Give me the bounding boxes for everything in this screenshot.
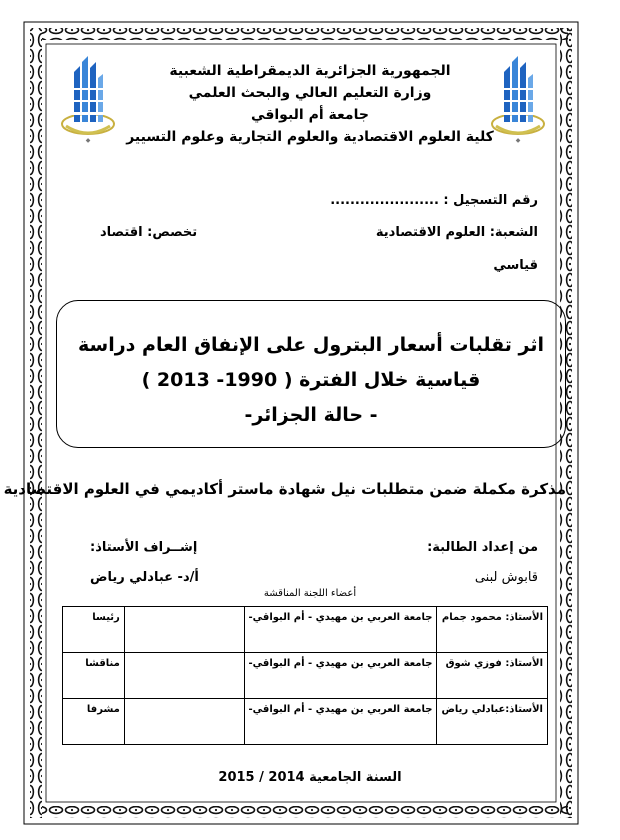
jury-member-university: جامعة العربي بن مهيدي - أم البواقي-: [244, 699, 437, 745]
jury-title: أعضاء اللجنة المناقشة: [263, 588, 357, 599]
academic-year: السنة الجامعية 2014 / 2015: [218, 770, 402, 785]
jury-empty-cell: [124, 699, 244, 745]
prepared-by-label: من إعداد الطالبة:: [427, 540, 538, 555]
supervisor-label: إشــراف الأستاذ:: [90, 540, 198, 555]
jury-member-role: مناقشا: [63, 653, 125, 699]
ministry-name: وزارة التعليم العالي والبحث العلمي: [188, 85, 432, 101]
jury-empty-cell: [124, 653, 244, 699]
table-row: [63, 653, 548, 699]
registration-number: رقم التسجيل : ......................: [330, 193, 538, 208]
table-row: [63, 699, 548, 745]
jury-member-university: جامعة العربي بن مهيدي - أم البواقي-: [244, 607, 437, 653]
jury-table: [62, 606, 548, 745]
thesis-title-line-3: - حالة الجزائر-: [244, 404, 378, 426]
jury-empty-cell: [124, 607, 244, 653]
jury-member-university: جامعة العربي بن مهيدي - أم البواقي-: [244, 653, 437, 699]
jury-member-role: رئيسا: [63, 607, 125, 653]
institution-header: [120, 60, 500, 148]
jury-member-name: الأستاذ:عبادلي رياض: [437, 699, 548, 745]
memo-description: مذكرة مكملة ضمن متطلبات نيل شهادة ماستر أكاديمي في العلوم الاقتصادية: [3, 480, 566, 498]
thesis-title-line-2: قياسية خلال الفترة ( 1990- 2013 ): [141, 369, 481, 391]
svg-text:◆: ◆: [85, 137, 91, 144]
jury-member-role: مشرفا: [63, 699, 125, 745]
table-row: [63, 607, 548, 653]
student-name: قابوش لبنى: [474, 570, 538, 585]
branch-label: الشعبة: العلوم الاقتصادية: [375, 225, 538, 240]
faculty-name: كلية العلوم الاقتصادية والعلوم التجارية وعلوم التسيير: [126, 129, 494, 145]
thesis-title-line-1: اثر تقلبات أسعار البترول على الإنفاق العام دراسة: [78, 334, 544, 356]
svg-text:◆: ◆: [515, 137, 521, 144]
university-logo-icon: [58, 52, 118, 144]
university-name: جامعة أم البواقي: [251, 107, 369, 123]
supervisor-name: أ/د- عبادلي رياض: [90, 570, 199, 585]
specialty-continuation: قياسي: [493, 258, 538, 273]
jury-member-name: الأستاذ: محمود جمام: [437, 607, 548, 653]
republic-name: الجمهورية الجزائرية الديمقراطية الشعبية: [169, 63, 451, 79]
thesis-title-box: [56, 300, 566, 448]
jury-member-name: الأستاذ: فوزي شوق: [437, 653, 548, 699]
specialty-label: تخصص: اقتصاد: [100, 225, 198, 240]
